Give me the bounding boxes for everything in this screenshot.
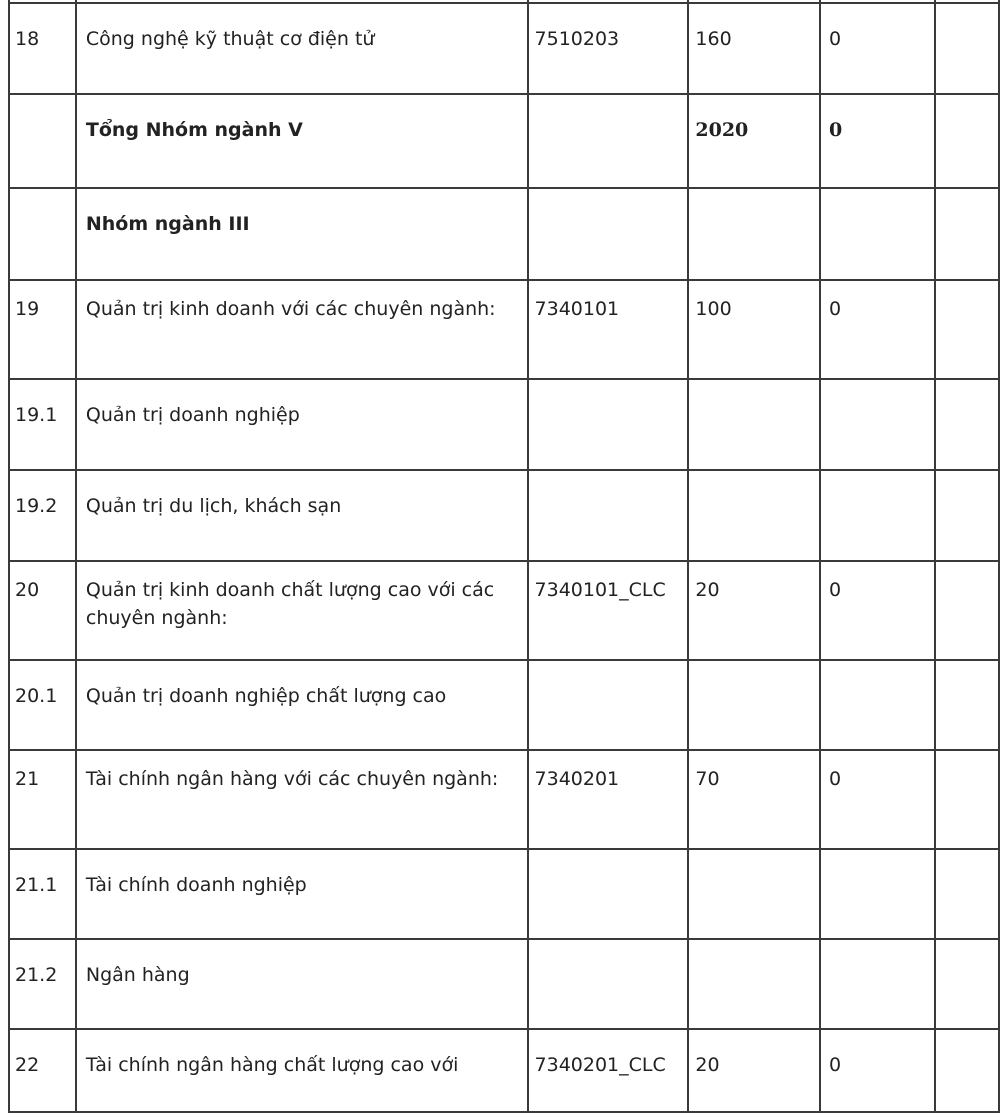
cell-stt: 20.1 (9, 660, 76, 750)
cell-quota (688, 470, 820, 561)
table-row-group-header (9, 188, 999, 280)
cell-extra (820, 660, 935, 750)
cell-code (528, 660, 689, 750)
cell-extra (820, 939, 935, 1029)
cell-blank (935, 188, 999, 280)
table-row-total (9, 94, 999, 188)
cell-code: 7340101 (528, 280, 689, 379)
table-row (9, 3, 999, 94)
cell-stt: 19.2 (9, 470, 76, 561)
cell-quota (688, 939, 820, 1029)
cell-blank (935, 1029, 999, 1112)
cell-name: Tài chính ngân hàng với các chuyên ngành: (76, 750, 528, 849)
cell-stt: 21 (9, 750, 76, 849)
cell-stt: 22 (9, 1029, 76, 1112)
cell-extra (820, 379, 935, 470)
table-row (9, 849, 999, 939)
table-row (9, 1029, 999, 1112)
cell-name: Quản trị du lịch, khách sạn (76, 470, 528, 561)
cell-extra: 0 (820, 750, 935, 849)
cell-name: Ngân hàng (76, 939, 528, 1029)
cell-name: Quản trị kinh doanh chất lượng cao với các chuyên ngành: (76, 561, 528, 660)
admissions-table (8, 0, 1000, 1113)
cell-blank (935, 94, 999, 188)
cell-extra (820, 849, 935, 939)
cell-code: 7510203 (528, 3, 689, 94)
cell-code (528, 188, 689, 280)
cell-extra (820, 470, 935, 561)
cell-blank (935, 660, 999, 750)
cell-name: Tài chính doanh nghiệp (76, 849, 528, 939)
cell-stt: 19.1 (9, 379, 76, 470)
cell-blank (935, 939, 999, 1029)
cell-quota: 20 (688, 1029, 820, 1112)
cell-stt: 21.1 (9, 849, 76, 939)
table-row (9, 379, 999, 470)
cell-code: 7340101_CLC (528, 561, 689, 660)
cell-quota: 70 (688, 750, 820, 849)
cell-name: Quản trị doanh nghiệp chất lượng cao (76, 660, 528, 750)
cell-name: Quản trị doanh nghiệp (76, 379, 528, 470)
table-row (9, 280, 999, 379)
cell-stt (9, 188, 76, 280)
cell-quota (688, 660, 820, 750)
cell-extra: 0 (820, 561, 935, 660)
cell-code (528, 939, 689, 1029)
cell-stt: 19 (9, 280, 76, 379)
table-row (9, 660, 999, 750)
cell-stt: 20 (9, 561, 76, 660)
cell-code (528, 849, 689, 939)
cell-extra: 0 (820, 1029, 935, 1112)
cell-blank (935, 3, 999, 94)
cell-name: Quản trị kinh doanh với các chuyên ngành: (76, 280, 528, 379)
cell-code (528, 470, 689, 561)
group-header-label: Nhóm ngành III (76, 188, 528, 280)
cell-blank (935, 561, 999, 660)
cell-code (528, 379, 689, 470)
cell-blank (935, 280, 999, 379)
group-total-extra: 0 (820, 94, 935, 188)
cell-blank (935, 849, 999, 939)
cell-quota: 100 (688, 280, 820, 379)
cell-blank (935, 750, 999, 849)
cell-name: Tài chính ngân hàng chất lượng cao với (76, 1029, 528, 1112)
cell-quota (688, 849, 820, 939)
cell-quota (688, 188, 820, 280)
table-row (9, 939, 999, 1029)
cell-quota (688, 379, 820, 470)
table-row (9, 470, 999, 561)
group-total-quota: 2020 (688, 94, 820, 188)
cell-stt (9, 94, 76, 188)
cell-extra (820, 188, 935, 280)
table-row (9, 561, 999, 660)
cell-stt: 18 (9, 3, 76, 94)
cell-quota: 20 (688, 561, 820, 660)
cell-name: Công nghệ kỹ thuật cơ điện tử (76, 3, 528, 94)
table-row (9, 750, 999, 849)
cell-code: 7340201 (528, 750, 689, 849)
cell-code (528, 94, 689, 188)
cell-blank (935, 379, 999, 470)
cell-code: 7340201_CLC (528, 1029, 689, 1112)
cell-stt: 21.2 (9, 939, 76, 1029)
group-total-label: Tổng Nhóm ngành V (76, 94, 528, 188)
cell-quota: 160 (688, 3, 820, 94)
cell-extra: 0 (820, 280, 935, 379)
cell-blank (935, 470, 999, 561)
cell-extra: 0 (820, 3, 935, 94)
